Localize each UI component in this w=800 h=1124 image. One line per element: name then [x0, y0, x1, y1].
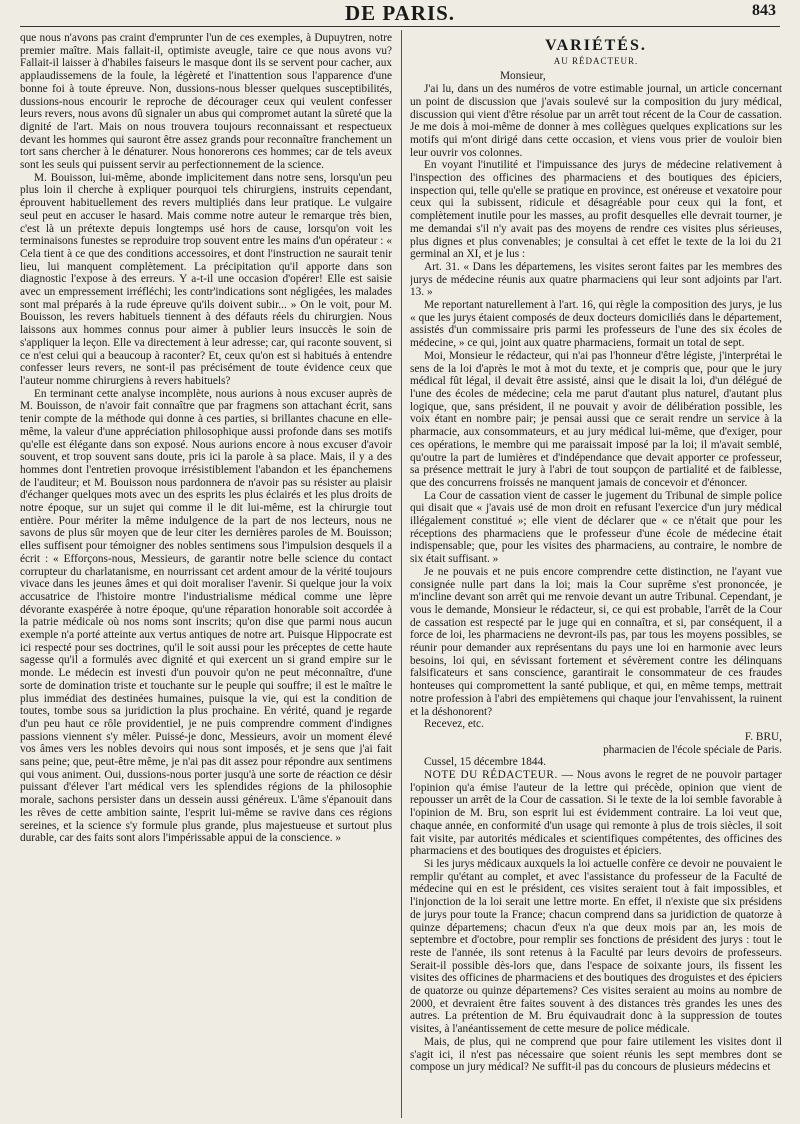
- letter-closing: Recevez, etc.: [424, 718, 484, 731]
- right-column: [410, 32, 782, 1112]
- letter-paragraph-7: Je ne pouvais et ne puis encore comprendre cette distinction, ne l'ayant vue consignée nulle part dans la loi; mais la Cour suprême s'est prononcée, je m'incline devant son arrêt qui me renvoie devant un autre Tribunal. Cependant, je vous le demande, Monsieur le rédacteur, si, ce qui est probable, l'arrêt de la Cour de cassation est respecté par le juge qui en connaîtra, et si, par conséquent, il a force de loi, les pharmaciens ne devront-ils pas, par tous les moyens possibles, se réunir pour demander aux représentans du pays une loi en harmonie avec leurs besoins, loi qui, en sévissant fortement et sévèrement contre les délinquans falsificateurs et sans conscience, garantirait le consommateur de ces fraudes honteuses qui compromettent la santé publique, et qui, en même temps, mettrait notre profession à l'abri des empiètemens qui chaque jour l'envahissent, la ruinent et la déshonorent?: [410, 565, 782, 718]
- letter-paragraph-3: Art. 31. « Dans les départemens, les visites seront faites par les membres des jurys de médecine réunis aux quatre pharmaciens qui leur sont adjoints par l'art. 13. »: [410, 260, 782, 299]
- left-column: [20, 32, 392, 1112]
- signature-name: F. BRU,: [744, 730, 782, 743]
- letter-paragraph-2: En voyant l'inutilité et l'impuissance des jurys de médecine relativement à l'inspection des officines des pharmaciens et des boutiques des épiciers, inspection qui, telle qu'elle se pratique en province, est onéreuse et vexatoire pour ceux qui la subissent, ridicule et désagréable pour ceux qui la font, et complètement inutile pour les masses, au profit desquelles elle devrait tourner, je me demandai s'il n'y avait pas des moyens de rendre ces visites plus sérieuses, plus dignes et plus convenables; je consultai à cet effet le texte de la loi du 21 germinal an XI, et je lus :: [410, 159, 782, 261]
- letter-dateline: Cussel, 15 décembre 1844.: [424, 756, 547, 769]
- editor-note-paragraph-2: Si les jurys médicaux auxquels la loi actuelle confère ce devoir ne pouvaient le remplir qu'étant au complet, et avec l'assistance du professeur de la Faculté de médecine qui en est le président, ces visites seraient tout à fait impossibles, et l'injonction de la loi serait une lettre morte. En effet, il n'existe que six présidens de jurys pour toute la France; chacun comprend dans sa juridiction de quatorze à quinze départemens; chacun d'eux n'a que deux mois par an, les mois de septembre et d'octobre, pour remplir ses fonctions de président des jurys : tout le reste de l'année, ils sont retenus à la Faculté par leurs devoirs de professeurs. Serait-il possible dès-lors que, dans l'espace de soixante jours, ils fissent les visites des officines de pharmaciens et des boutiques des droguistes et des épiciers de quatorze ou quinze départemens? Ces visites seraient au moins au nombre de 2000, et devraient être faites souvent à des distances très grandes les unes des autres. La prétention de M. Bru équivaudrait donc à la suppression de toutes visites, à l'anéantissement de cette mesure de police médicale.: [410, 858, 782, 1036]
- newspaper-title: DE PARIS.: [344, 1, 456, 25]
- letter-paragraph-4: Me reportant naturellement à l'art. 16, qui règle la composition des jurys, je lus « que les jurys étaient composés de deux docteurs domiciliés dans le département, assistés d'un commissaire pris parmi les professeurs de l'une des six écoles de médecine, » ce qui, joint aux quatre pharmaciens, formait un total de sept.: [410, 299, 782, 350]
- left-paragraph-1: que nous n'avons pas craint d'emprunter l'un de ces exemples, à Dupuytren, notre premier maître. Mais fallait-il, optimiste aveugle, taire ce que nous avons vu? Fallait-il laisser à d'habiles faiseurs le masque dont ils se servent pour cacher, aux applaudissemens de la foule, la légèreté et l'inattention sous l'apparence d'une bonne foi à toute épreuve. Non, dussions-nous blesser quelques susceptibilités, dussions-nous encourir le reproche de décourager ceux qui veulent confesser leurs revers, nous avons dû signaler un abus qui compromet autant la sûreté que la dignité de l'art. Mais on nous trouvera toujours reconnaissant et respectueux devant les hommes qui sauront être assez grands pour reconnaître franchement un tort sans chercher à le dénaturer. Nous honorerons ces hommes; car de tels aveux sont les seuls qui puissent servir au perfectionnement de la science.: [20, 32, 392, 172]
- letter-paragraph-6: La Cour de cassation vient de casser le jugement du Tribunal de simple police qui disait que « j'avais usé de mon droit en refusant l'exercice d'un jury médical illégalement constitué »; elle vient de déclarer que « ce n'était que pour les réceptions des pharmaciens que le professeur d'une école de médecine était indispensable; que, pour les visites des pharmaciens, au contraire, le nombre de six était suffisant. »: [410, 489, 782, 566]
- editor-note-text-1: — Nous avons le regret de ne pouvoir partager l'opinion qu'a émise l'auteur de la lettre qui précède, opinion que vient de repousser un arrêt de la Cour de cassation. Si le texte de la loi semble favorable à l'opinion de M. Bru, son esprit lui est évidemment contraire. La loi veut que, chaque année, en conformité d'un usage qui remonte à plus de trois siècles, il soit fait visite, par autorités médicales et scientifiques compétentes, des officines des pharmaciens et des boutiques des droguistes et épiciers.: [410, 769, 782, 858]
- section-subheading: AU RÉDACTEUR.: [553, 55, 639, 66]
- signature-title: pharmacien de l'école spéciale de Paris.: [603, 743, 782, 756]
- page-header: [20, 0, 780, 27]
- editor-note-label: NOTE DU RÉDACTEUR.: [424, 769, 558, 782]
- page-number: 843: [752, 2, 776, 19]
- letter-paragraph-5: Moi, Monsieur le rédacteur, qui n'ai pas l'honneur d'être légiste, j'interprétai le sens de la loi d'après le mot à mot du texte, et je compris que, pour que le jury médical fût légal, il devait être assisté, ainsi que le disait la loi, d'un délégué de l'une des écoles de médecine; cela me parut d'autant plus naturel, d'autant plus logique, que, sans président, il ne pouvait y avoir de délibération possible, les voix étant en nombre pair; je pensai aussi que ce serait rendre un service à la pharmacie, aux consommateurs, et au jury médical lui-même, que d'exiger, pour ces opérations, le membre qui me paraissait imposé par la loi; il m'avait semblé, qu'outre la part de lumières et d'indépendance que devait apporter ce professeur, sa présence mettrait le jury à l'abri de tout soupçon de partialité et de faiblesse, que des concurrens froissés ne manquent jamais de concevoir et d'énoncer.: [410, 349, 782, 489]
- letter-paragraph-1: J'ai lu, dans un des numéros de votre estimable journal, un article concernant un point de discussion que j'avais soulevé sur la composition du jury médical, discussion qui vient d'être résolue par un arrêt tout récent de la Cour de cassation. Je me dois à moi-même de donner à mes collègues quelques explications sur les motifs qui m'ont dirigé dans cette occasion, et viens vous prier de vouloir bien leur ouvrir vos colonnes.: [410, 83, 782, 159]
- editor-note-paragraph-1: [410, 769, 782, 858]
- editor-note-paragraph-3: Mais, de plus, qui ne comprend que pour faire utilement les visites dont il s'agit ici, il n'est pas nécessaire que soient réunis les sept membres dont se compose un jury médical? Ne suffit-il pas du concours de plusieurs médecins et: [410, 1035, 782, 1074]
- left-paragraph-2: M. Bouisson, lui-même, abonde implicitement dans notre sens, lorsqu'un peu plus loin il cherche à expliquer pourquoi tels chirurgiens, instruits cependant, éprouvent habituellement des revers multipliés dans leur pratique. Le vulgaire seul peut en accuser le hasard. Mais comme notre auteur le remarque très bien, c'est là un prétexte depuis longtemps usé hors de cause, lorsqu'on voit les terminaisons funestes se reproduire trop souvent entre les mains d'un opérateur : « Cela tient à ce que des conditions accessoires, et dont l'instruction ne saurait tenir lieu, lui manquent complètement. La précipitation qu'il apporte dans son diagnostic l'expose à des erreurs. Y a-t-il une occasion d'opérer! Elle est saisie avec un empressement irréfléchi; les contr'indications sont négligées, les malades sont mal préparés à la rude épreuve qu'ils doivent subir... » On le voit, pour M. Bouisson, les revers habituels tiennent à des défauts réels du chirurgien. Nous laissons aux hommes connus pour aimer à publier leurs insuccès le soin de s'appliquer la leçon. Elle va directement à leur adresse; car, qui raconte souvent, si ce n'est celui qui a beaucoup à raconter? Et, ceux qu'on est si habitués à entendre confesser leurs revers, ne sont-il pas précisément de toute évidence ceux que l'auteur nomme chirurgiens à revers habituels?: [20, 171, 392, 387]
- left-paragraph-3: En terminant cette analyse incomplète, nous aurions à nous excuser auprès de M. Bouisson, de n'avoir fait connaître que par fragmens son attachant écrit, sans tenir compte de la méthode qui donne à ces parties, si brillantes chacune en elle-même, la valeur d'une appréciation philosophique aussi profonde dans ses motifs qu'elle est élégante dans son exposé. Nous aurions encore à nous excuser d'avoir souvent, et trop souvent sans doute, pris ici la parole à sa place. Mais, il y a des hommes dont l'entretien provoque irrésistiblement l'abandon et les épanchemens de l'auditeur; et M. Bouisson nous pardonnera de n'avoir pas su résister au plaisir d'échanger quelques mots avec un des esprits les plus éclairés et les plus droits de notre époque, sur un sujet qui comme il le dit lui-même, est la chirurgie tout entière. Pour mériter la même indulgence de la part de nos lecteurs, nous ne savons de plus sûr moyen que de leur citer les dernières paroles de M. Bouisson; elles suffisent pour témoigner des nobles sentimens sous l'impulsion desquels il a écrit : « Efforçons-nous, Messieurs, de garantir notre belle science du contact corrupteur du charlatanisme, en nourrissant cet ardent amour de la vérité toujours vivace dans les jeunes âmes et qui doit moraliser l'avenir. Si quelque jour la voix accusatrice de l'histoire montre l'industrialisme médical comme une lèpre dévorante exaspérée à notre époque, qu'une réparation honorable soit accordée à la patrie médicale où nos noms sont inscrits; qu'on dise que parmi nous aucun exemple n'a porté atteinte aux vertus antiques de notre art. Puisque Hippocrate est ici respecté pour ses doctrines, qu'il le soit aussi pour les préceptes de cette haute sagesse qu'il a formulés avec dignité et qui exercent un si grand empire sur le monde. Le médecin est investi d'un pouvoir qu'on ne peut méconnaître, d'une sorte de domination triste et touchante sur le peuple qui souffre; il est le maître le plus immédiat des destinées humaines, puisque la vie, qui est la condition de toutes, tombe sous sa juridiction la plus prochaine. En vérité, quand je regarde d'un peu haut ce rôle providentiel, je ne puis comprendre comment d'indignes passions viennent s'y mêler. Puissé-je donc, Messieurs, avoir un moment élevé vos âmes vers les nobles devoirs qui nous sont imposés, et je sens que j'ai fait sans peine; que, peut-être même, je n'ai pas dit assez pour répondre aux sentimens qui vous animent. Oui, dussions-nous porter jusqu'à une sorte de réaction ce désir puissant d'élever l'art médical vers les splendides régions de la philosophie morale, sachons persister dans un dessein aussi généreux. L'âme s'épanouit dans les rêves de cette ambition sainte, l'esprit lui-même se ravive dans ces régions sereines, et la science s'y formule plus grande, plus majestueuse et surtout plus durable, car des faits sont alors l'impérissable appui de la conscience. »: [20, 387, 392, 845]
- section-title: VARIÉTÉS.: [545, 37, 647, 54]
- column-divider: [401, 30, 402, 1118]
- letter-salutation: Monsieur,: [500, 70, 546, 83]
